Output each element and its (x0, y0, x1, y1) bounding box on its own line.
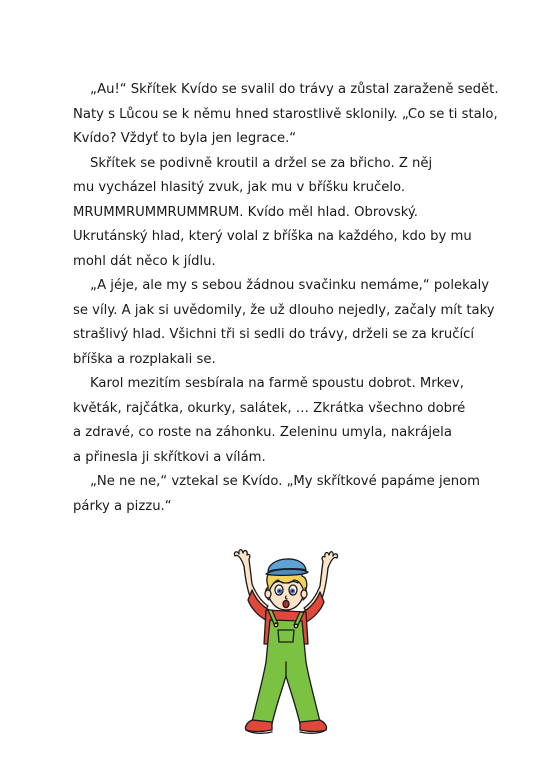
text-line: a zdravé, co roste na záhonku. Zeleninu umyla, nakrájela (73, 425, 452, 440)
text-line: MRUMMRUMMRUMMRUM. Kvído měl hlad. Obrovský. (73, 204, 418, 220)
text-line: „Au!“ Skřítek Kvído se svalil do trávy a zůstal zaraženě sedět. (90, 82, 499, 97)
text-line: Karol mezitím sesbírala na farmě spoustu dobrot. Mrkev, (90, 376, 464, 391)
text-line: se víly. A jak si uvědomily, že už dlouho nejedly, začaly mít taky (73, 302, 495, 318)
story-text (73, 78, 499, 519)
kvido-elf-icon (234, 550, 337, 734)
text-line: a přinesla ji skřítkovi a vílám. (73, 449, 266, 465)
text-line: květák, rajčátka, okurky, salátek, … Zkrátka všechno dobré (73, 400, 466, 416)
text-line: párky a pizzu.“ (73, 498, 172, 514)
text-line: bříška a rozplakali se. (73, 351, 216, 367)
text-line: Naty s Lůcou se k němu hned starostlivě sklonily. „Co se ti stalo, (73, 106, 498, 122)
paragraph (73, 274, 495, 372)
paragraph (73, 470, 481, 519)
text-line: strašlivý hlad. Všichni tři si sedli do trávy, drželi se za kručící (73, 327, 475, 342)
text-line: Skřítek se podivně kroutil a držel se za břicho. Z něj (90, 155, 433, 171)
text-line: mu vycházel hlasitý zvuk, jak mu v bříšku kručelo. (73, 180, 406, 195)
paragraph (73, 78, 499, 152)
text-line: Kvído? Vždyť to byla jen legrace.“ (73, 131, 297, 146)
text-line: „Ne ne ne,“ vztekal se Kvído. „My skřítkové papáme jenom (90, 474, 481, 489)
paragraph (73, 372, 473, 470)
text-line: „A jéje, ale my s sebou žádnou svačinku nemáme,“ polekaly (90, 278, 490, 293)
text-line: mohl dát něco k jídlu. (73, 253, 216, 269)
kvido-elf-illustration (222, 544, 350, 744)
text-line: Ukrutánský hlad, který volal z bříška na každého, kdo by mu (73, 229, 472, 244)
paragraph (73, 152, 473, 275)
